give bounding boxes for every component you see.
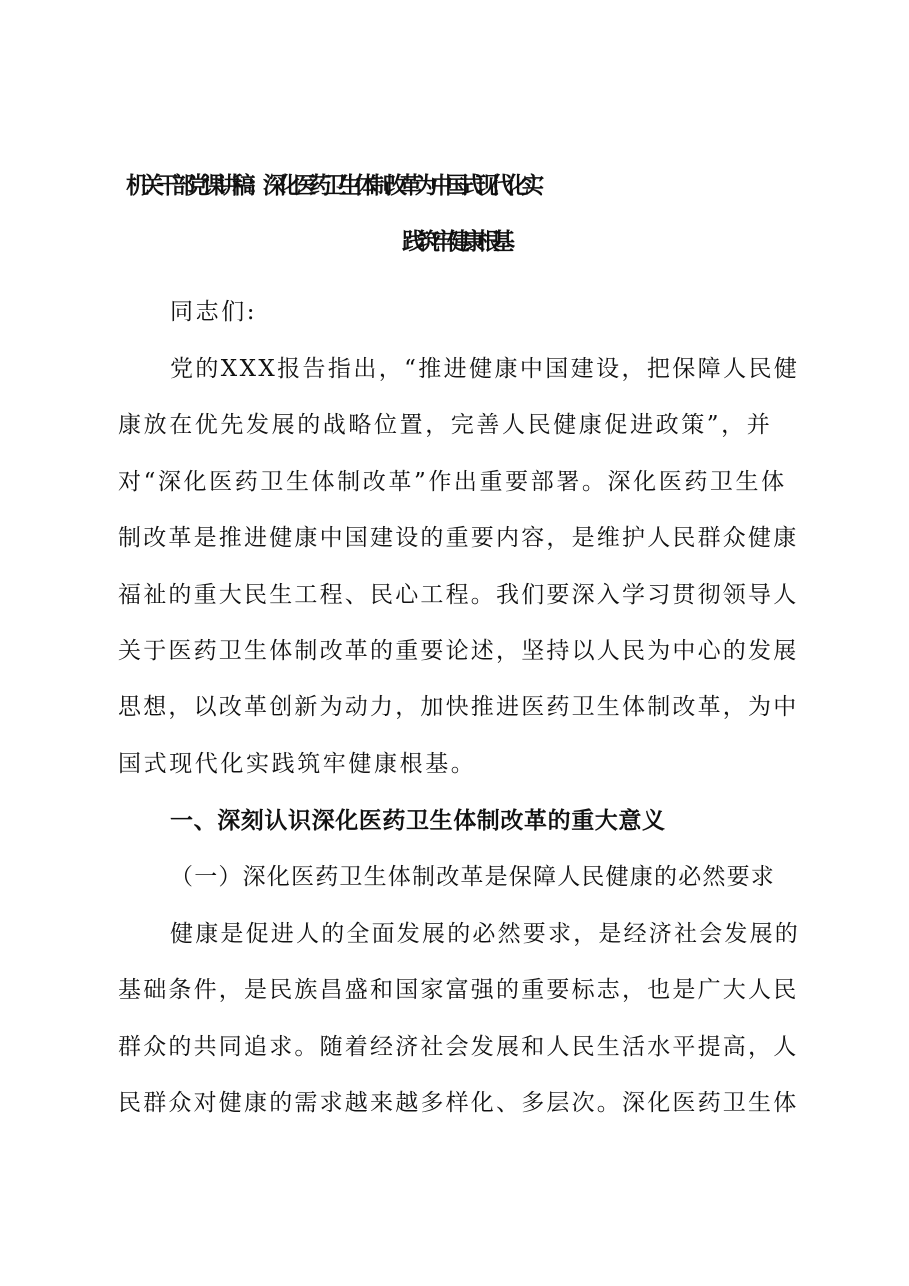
subsection-heading-1: （一）深化医药卫生体制改革是保障人民健康的必然要求 bbox=[170, 864, 775, 890]
paragraph-2-line-1: 健康是促进人的全面发展的必然要求，是经济社会发展的 bbox=[170, 921, 800, 947]
paragraph-1-line-4: 制改革是推进健康中国建设的重要内容，是维护人民群众健康 bbox=[118, 525, 799, 551]
paragraph-1-line-6: 关于医药卫生体制改革的重要论述，坚持以人民为中心的发展 bbox=[118, 638, 799, 664]
section-heading-1: 一、深刻认识深化医药卫生体制改革的重大意义 bbox=[170, 808, 666, 834]
paragraph-1-line-5: 福祉的重大民生工程、民心工程。我们要深入学习贯彻领导人 bbox=[118, 582, 799, 608]
paragraph-1-line-3: 对“深化医药卫生体制改革”作出重要部署。深化医药卫生体 bbox=[118, 469, 787, 495]
document-title-line-2: 践筑牢健康根基 bbox=[402, 228, 507, 255]
paragraph-2-line-4: 民群众对健康的需求越来越多样化、多层次。深化医药卫生体 bbox=[118, 1090, 799, 1116]
salutation: 同志们: bbox=[170, 299, 258, 325]
paragraph-1-line-1: 党的XXX报告指出，“推进健康中国建设，把保障人民健 bbox=[170, 356, 800, 382]
paragraph-2-line-3: 群众的共同追求。随着经济社会发展和人民生活水平提高，人 bbox=[118, 1034, 799, 1060]
document-title-line-1: 机关干部党课讲稿：深化医药卫生体制改革为中国式现代化实 bbox=[126, 172, 537, 199]
paragraph-1-line-8: 国式现代化实践筑牢健康根基。 bbox=[118, 751, 477, 777]
paragraph-2-line-2: 基础条件，是民族昌盛和国家富强的重要标志，也是广大人民 bbox=[118, 977, 799, 1003]
paragraph-1-line-2: 康放在优先发展的战略位置，完善人民健康促进政策”，并 bbox=[118, 412, 773, 438]
paragraph-1-line-7: 思想，以改革创新为动力，加快推进医药卫生体制改革，为中 bbox=[118, 694, 799, 720]
